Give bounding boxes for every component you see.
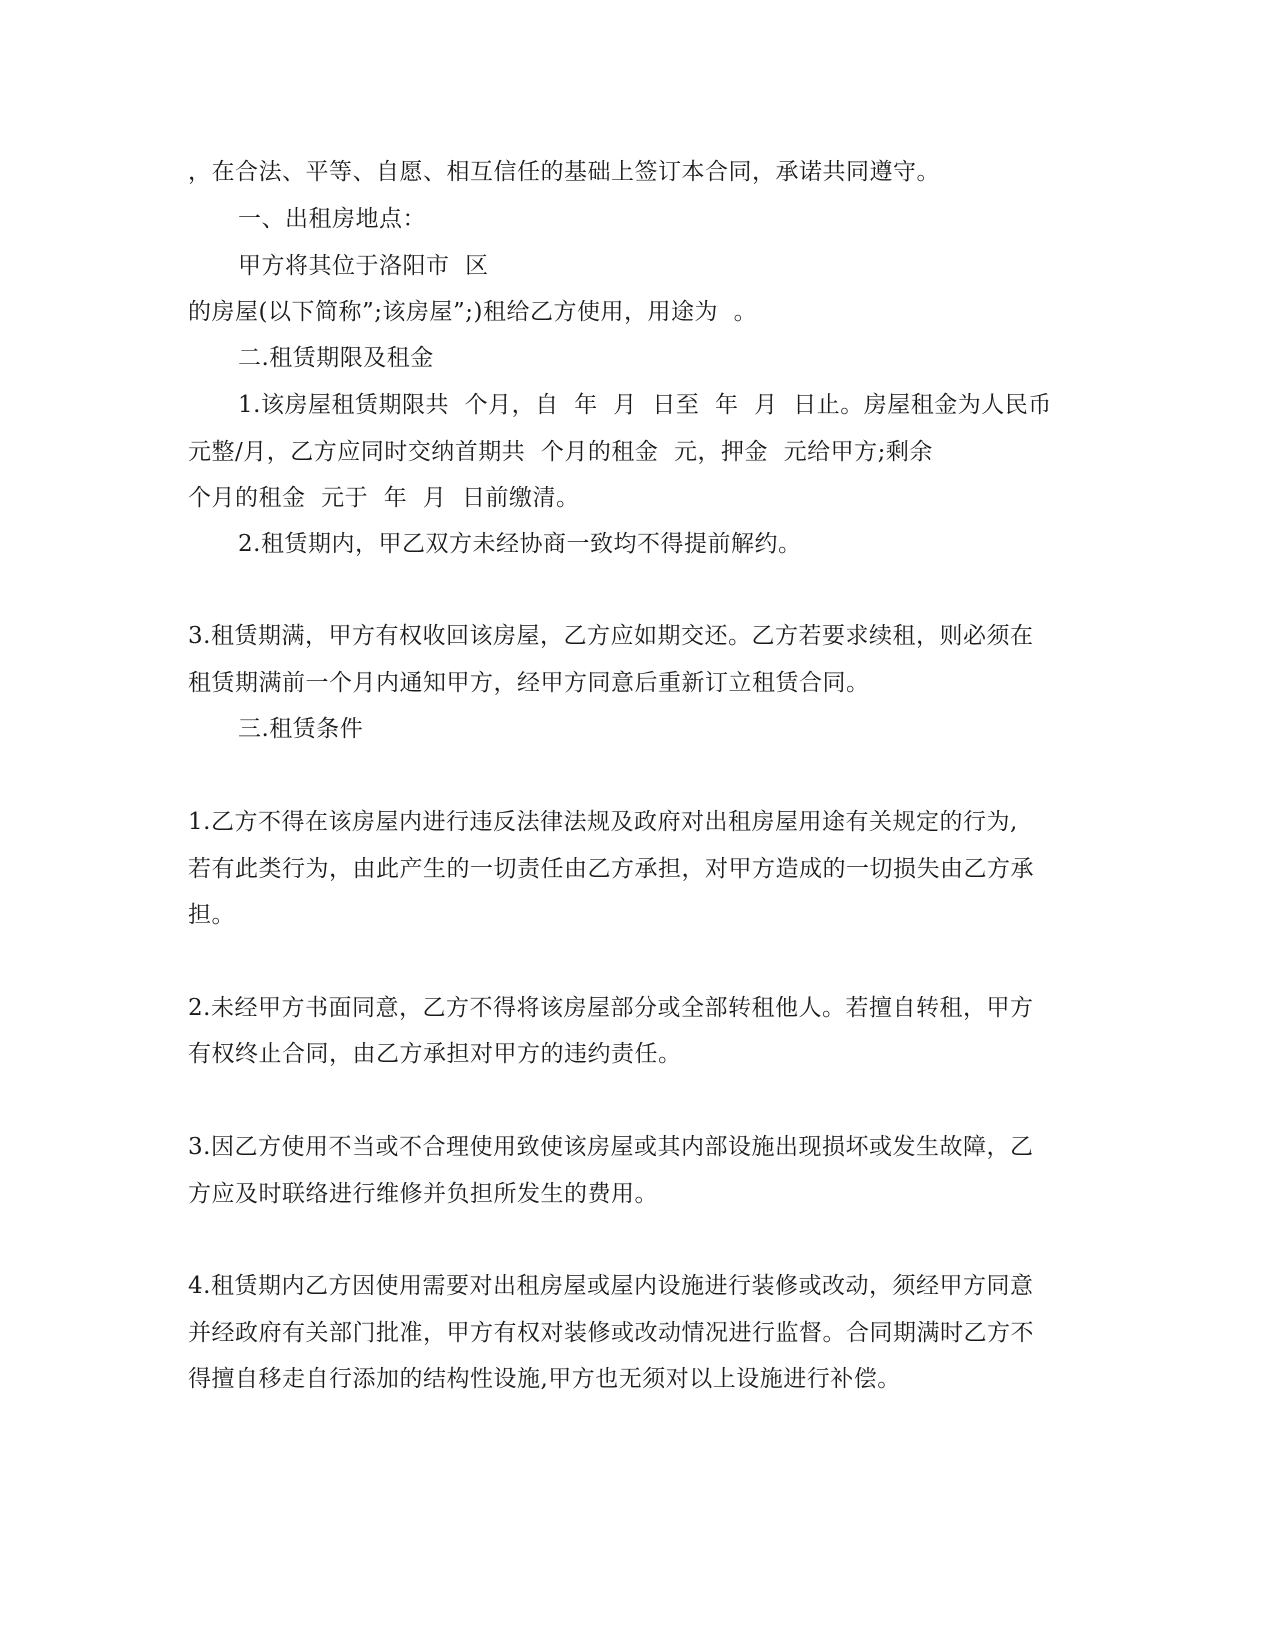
text-line: 2.未经甲方书面同意，乙方不得将该房屋部分或全部转租他人。若擅自转租，甲方 — [188, 995, 1034, 1021]
text-line: 1.乙方不得在该房屋内进行违反法律法规及政府对出租房屋用途有关规定的行为, — [188, 809, 1018, 835]
text-line: 并经政府有关部门批准，甲方有权对装修或改动情况进行监督。合同期满时乙方不 — [188, 1320, 1034, 1346]
text-line: 的房屋(以下简称”;该房屋”;)租给乙方使用，用途为 。 — [188, 299, 758, 325]
text-line: 2.租赁期内，甲乙双方未经协商一致均不得提前解约。 — [238, 531, 802, 557]
text-line: 元整/月，乙方应同时交纳首期共 个月的租金 元，押金 元给甲方;剩余 — [188, 439, 933, 465]
text-line: 担。 — [188, 902, 235, 928]
text-line: 有权终止合同，由乙方承担对甲方的违约责任。 — [188, 1041, 682, 1067]
section-heading: 二.租赁期限及租金 — [238, 345, 434, 371]
text-line: 4.租赁期内乙方因使用需要对出租房屋或屋内设施进行装修或改动，须经甲方同意 — [188, 1273, 1034, 1299]
text-line: 3.因乙方使用不当或不合理使用致使该房屋或其内部设施出现损坏或发生故障，乙 — [188, 1134, 1034, 1160]
section-heading: 三.租赁条件 — [238, 716, 364, 742]
text-line: 得擅自移走自行添加的结构性设施,甲方也无须对以上设施进行补偿。 — [188, 1366, 901, 1392]
text-line: 个月的租金 元于 年 月 日前缴清。 — [188, 485, 580, 511]
section-heading: 一、出租房地点： — [238, 206, 426, 232]
text-line: 甲方将其位于洛阳市 区 — [238, 253, 489, 279]
text-line: ，在合法、平等、自愿、相互信任的基础上签订本合同，承诺共同遵守。 — [188, 159, 940, 185]
text-line: 租赁期满前一个月内通知甲方，经甲方同意后重新订立租赁合同。 — [188, 670, 870, 696]
text-line: 1.该房屋租赁期限共 个月，自 年 月 日至 年 月 日止。房屋租金为人民币 — [238, 392, 1052, 418]
text-line: 方应及时联络进行维修并负担所发生的费用。 — [188, 1181, 658, 1207]
text-line: 3.租赁期满，甲方有权收回该房屋，乙方应如期交还。乙方若要求续租，则必须在 — [188, 623, 1034, 649]
text-line: 若有此类行为，由此产生的一切责任由乙方承担，对甲方造成的一切损失由乙方承 — [188, 856, 1034, 882]
